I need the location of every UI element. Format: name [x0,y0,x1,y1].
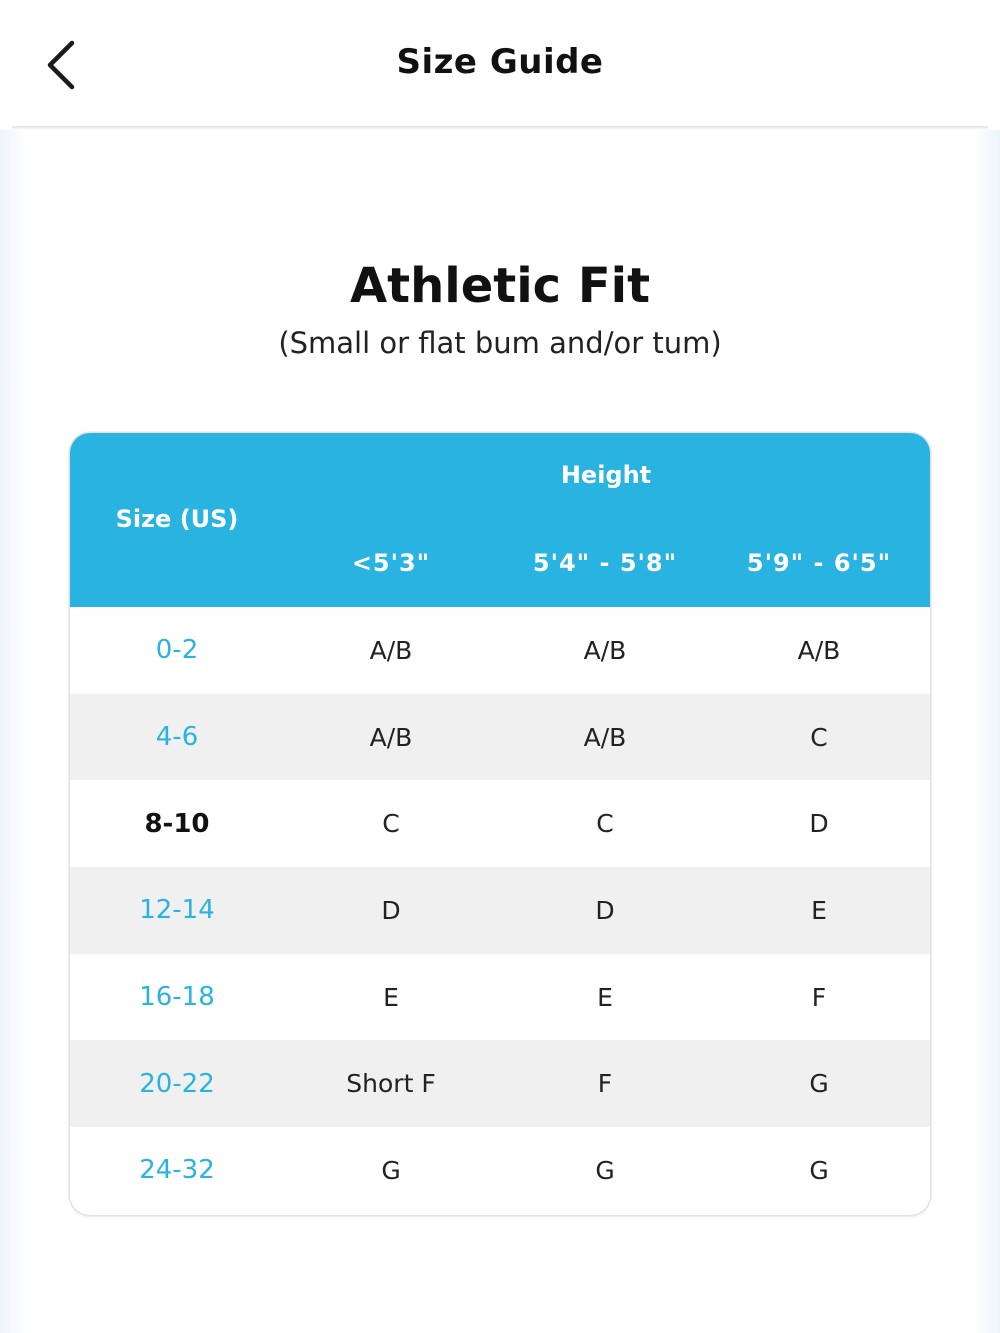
size-cell[interactable]: 16-18 [139,982,215,1013]
table-cell: A/B [797,635,841,665]
height-column-header: <5'3" [351,549,431,577]
table-cell: E [597,982,613,1012]
table-row [70,694,930,781]
fit-subtitle: (Small or flat bum and/or tum) [278,326,722,360]
height-column-header: 5'9" - 6'5" [746,549,892,577]
table-row [70,867,930,954]
height-column-header: 5'4" - 5'8" [532,549,678,577]
size-cell[interactable]: 4-6 [155,722,199,753]
table-cell: G [809,1155,829,1185]
size-cell[interactable]: 20-22 [139,1068,215,1099]
table-cell: D [809,809,829,839]
table-cell: C [382,809,400,839]
size-column-header: Size (US) [115,505,239,533]
table-cell: E [811,895,827,925]
table-row [70,954,930,1041]
table-cell: D [381,895,401,925]
table-cell: G [595,1155,615,1185]
table-cell: Short F [346,1069,436,1099]
table-header [70,433,930,607]
table-cell: G [381,1155,401,1185]
size-cell-selected[interactable]: 8-10 [144,808,210,839]
page-title: Size Guide [396,42,604,82]
table-cell: A/B [369,635,413,665]
table-body [70,607,930,1214]
table-cell: F [811,982,827,1012]
size-cell[interactable]: 12-14 [139,895,215,926]
size-cell[interactable]: 0-2 [155,635,199,666]
table-cell: E [383,982,399,1012]
table-row [70,780,930,867]
table-cell: D [595,895,615,925]
table-row [70,1040,930,1127]
size-cell[interactable]: 24-32 [139,1155,215,1186]
table-cell: G [809,1069,829,1099]
table-row [70,607,930,694]
table-cell: A/B [369,722,413,752]
fit-title: Athletic Fit [349,258,651,314]
table-cell: C [596,809,614,839]
table-cell: F [597,1069,613,1099]
table-cell: C [810,722,828,752]
table-cell: A/B [583,722,627,752]
height-group-header: Height [560,461,652,489]
size-table [70,433,930,1215]
top-app-bar [0,0,1000,128]
content-area [0,130,1000,1333]
table-cell: A/B [583,635,627,665]
table-row [70,1127,930,1214]
